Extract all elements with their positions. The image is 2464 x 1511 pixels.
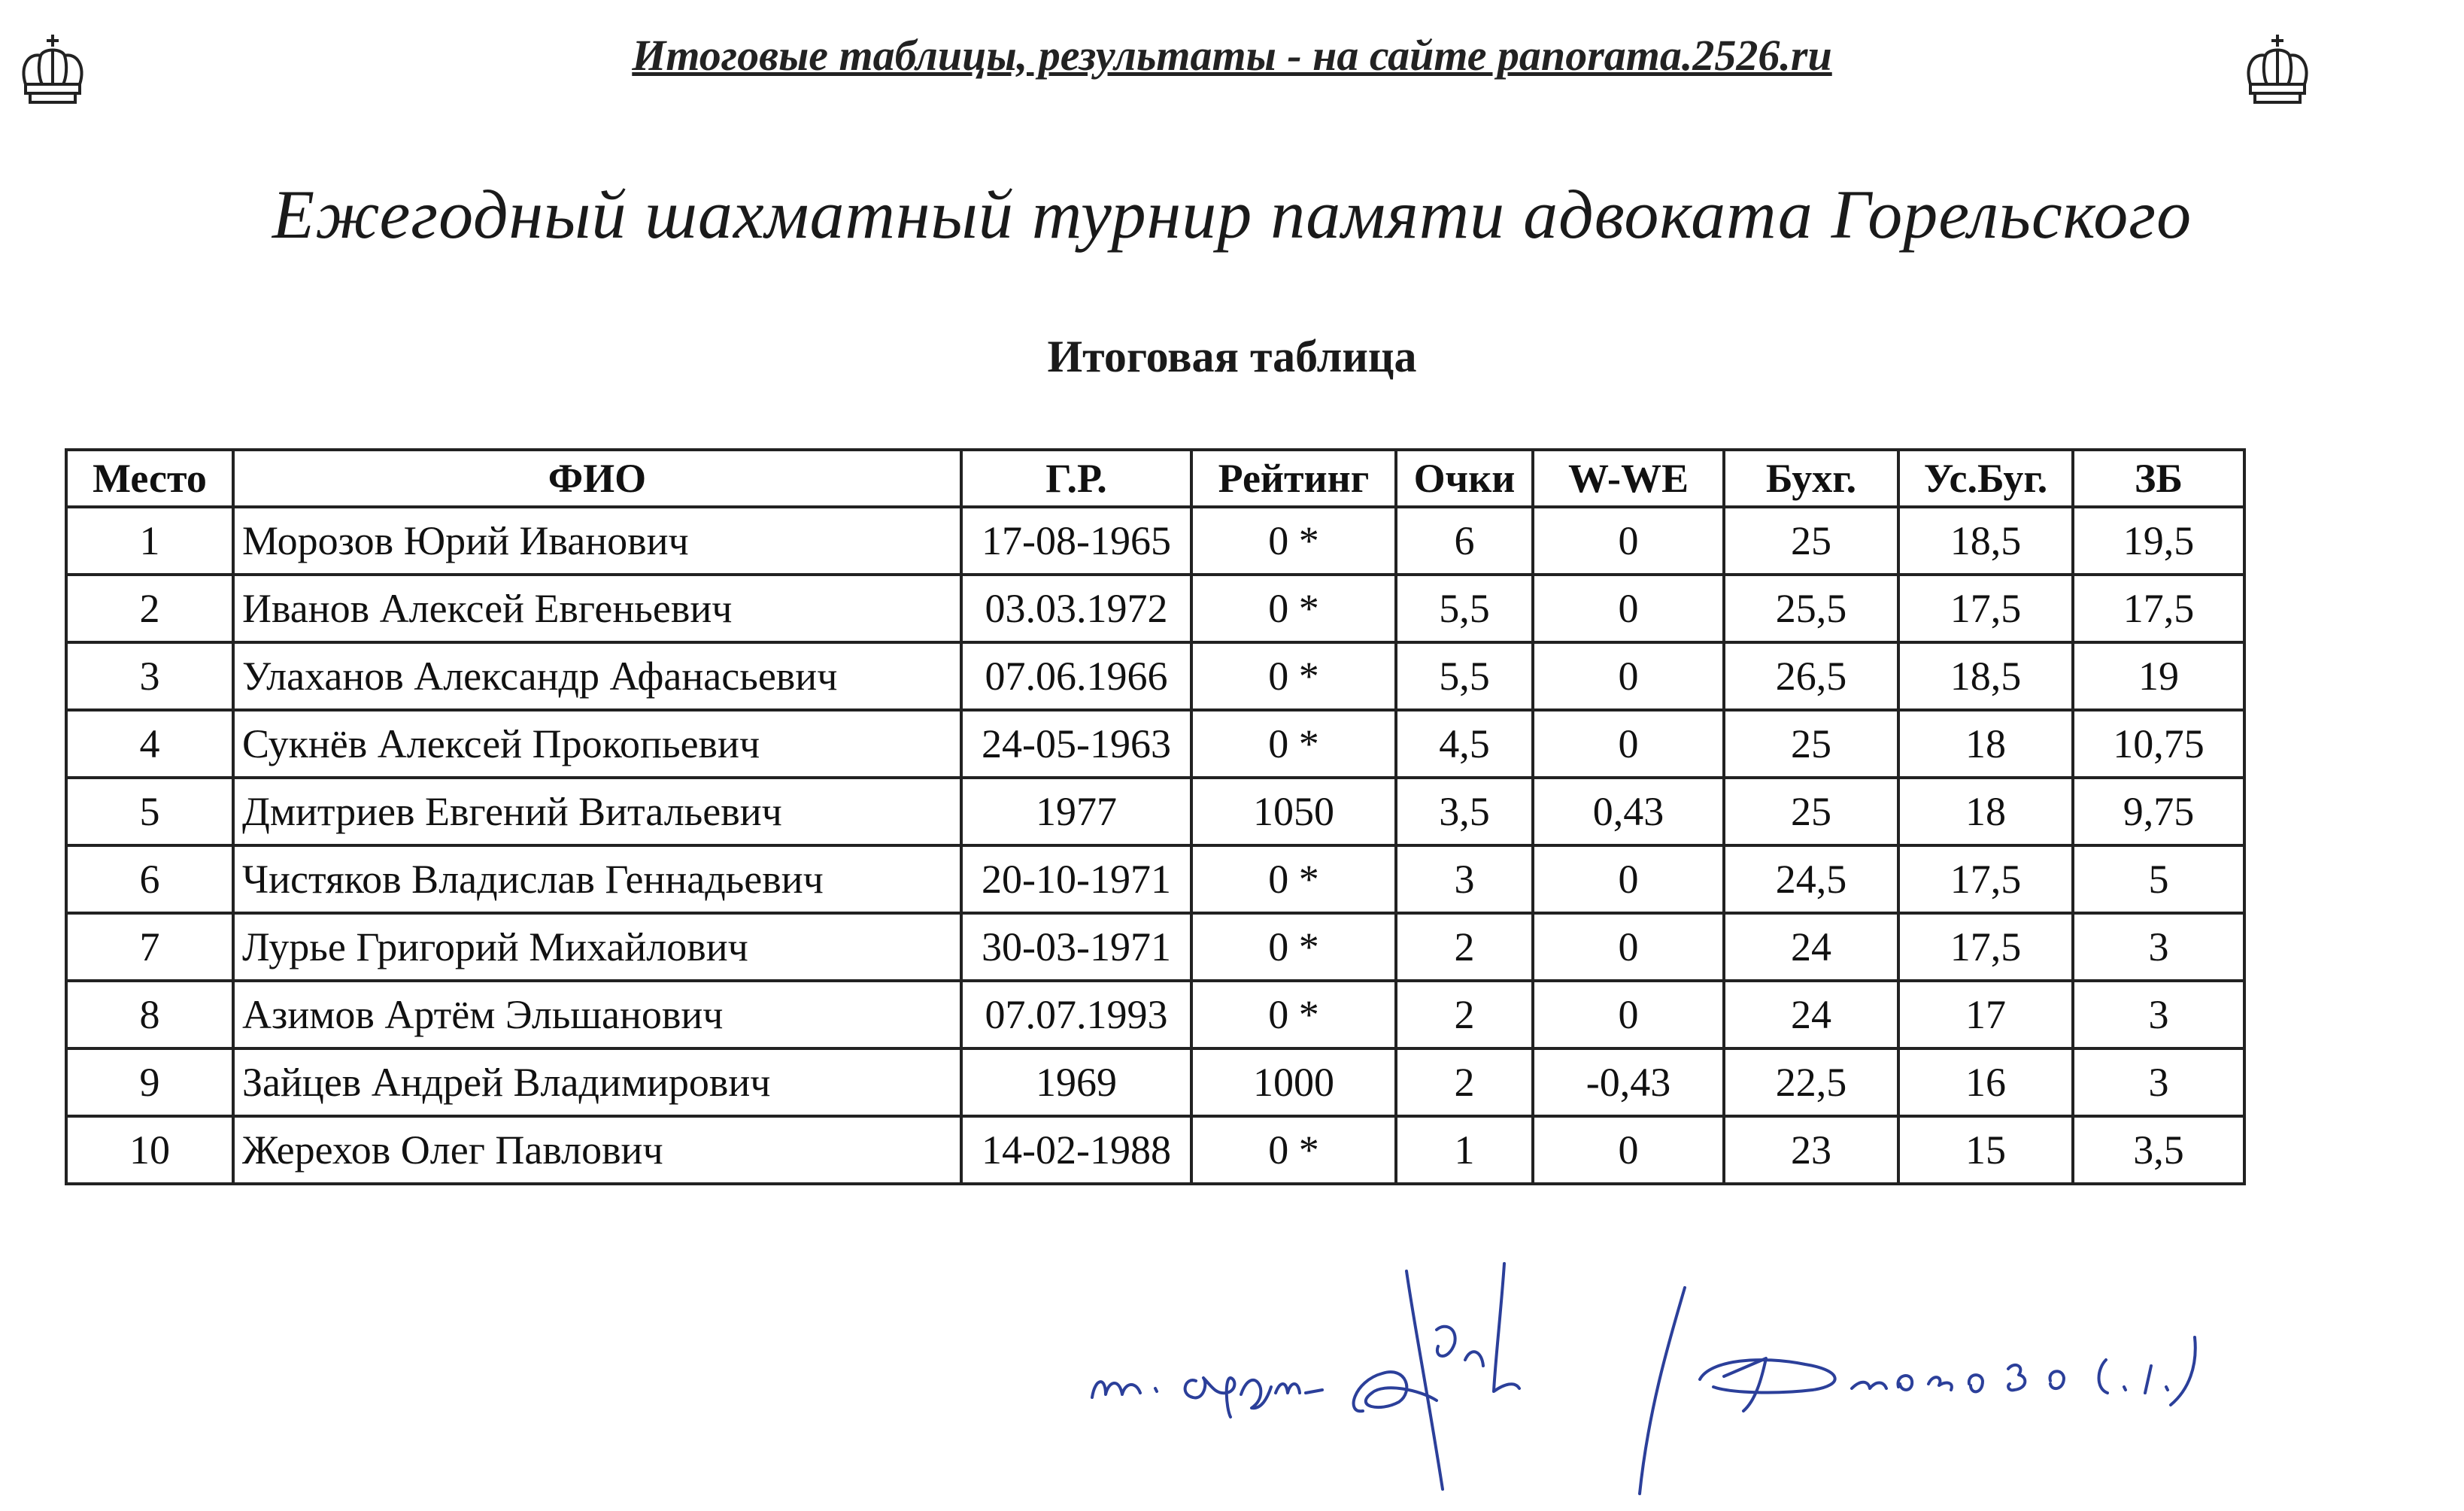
- cell-place: 5: [66, 778, 233, 845]
- cell-rating: 0 *: [1191, 710, 1396, 778]
- table-row: [66, 1116, 2244, 1184]
- cell-points: 5,5: [1396, 575, 1533, 642]
- cell-points: 2: [1396, 981, 1533, 1048]
- handwritten-signature: [1083, 1233, 2459, 1504]
- cell-rating: 0 *: [1191, 642, 1396, 710]
- table-row: [66, 981, 2244, 1048]
- cell-cut-buchholz: 17,5: [1898, 575, 2073, 642]
- cell-buchholz: 25: [1724, 710, 1898, 778]
- cell-sb: 17,5: [2073, 575, 2244, 642]
- table-row: [66, 507, 2244, 575]
- column-header: Место: [66, 450, 233, 507]
- cell-rating: 0 *: [1191, 507, 1396, 575]
- cell-name: Лурье Григорий Михайлович: [233, 913, 961, 981]
- cell-w-we: 0: [1533, 1116, 1724, 1184]
- cell-place: 6: [66, 845, 233, 913]
- cell-points: 2: [1396, 913, 1533, 981]
- cell-birth: 1969: [961, 1048, 1191, 1116]
- cell-birth: 07.07.1993: [961, 981, 1191, 1048]
- cell-sb: 3,5: [2073, 1116, 2244, 1184]
- table-row: [66, 913, 2244, 981]
- column-header: W-WE: [1533, 450, 1724, 507]
- cell-cut-buchholz: 17,5: [1898, 845, 2073, 913]
- column-header: Г.Р.: [961, 450, 1191, 507]
- cell-buchholz: 22,5: [1724, 1048, 1898, 1116]
- cell-sb: 9,75: [2073, 778, 2244, 845]
- cell-sb: 19,5: [2073, 507, 2244, 575]
- cell-rating: 0 *: [1191, 575, 1396, 642]
- cell-buchholz: 24: [1724, 913, 1898, 981]
- cell-w-we: 0: [1533, 913, 1724, 981]
- cell-name: Дмитриев Евгений Витальевич: [233, 778, 961, 845]
- column-header: Рейтинг: [1191, 450, 1396, 507]
- cell-birth: 03.03.1972: [961, 575, 1191, 642]
- cell-sb: 3: [2073, 981, 2244, 1048]
- cell-buchholz: 24: [1724, 981, 1898, 1048]
- cell-cut-buchholz: 17,5: [1898, 913, 2073, 981]
- cell-name: Улаханов Александр Афанасьевич: [233, 642, 961, 710]
- cell-buchholz: 25: [1724, 507, 1898, 575]
- cell-w-we: 0: [1533, 845, 1724, 913]
- cell-points: 3,5: [1396, 778, 1533, 845]
- cell-name: Жерехов Олег Павлович: [233, 1116, 961, 1184]
- cell-w-we: -0,43: [1533, 1048, 1724, 1116]
- column-header: ЗБ: [2073, 450, 2244, 507]
- cell-name: Сукнёв Алексей Прокопьевич: [233, 710, 961, 778]
- cell-sb: 3: [2073, 913, 2244, 981]
- cell-place: 4: [66, 710, 233, 778]
- cell-sb: 19: [2073, 642, 2244, 710]
- cell-rating: 1000: [1191, 1048, 1396, 1116]
- cell-sb: 5: [2073, 845, 2244, 913]
- column-header: Бухг.: [1724, 450, 1898, 507]
- table-row: [66, 845, 2244, 913]
- cell-rating: 0 *: [1191, 913, 1396, 981]
- cell-rating: 1050: [1191, 778, 1396, 845]
- column-header: ФИО: [233, 450, 961, 507]
- table-row: [66, 710, 2244, 778]
- page-title: Ежегодный шахматный турнир памяти адвоката Горельского: [272, 176, 2192, 253]
- cell-cut-buchholz: 18,5: [1898, 642, 2073, 710]
- cell-buchholz: 25,5: [1724, 575, 1898, 642]
- table-subtitle: Итоговая таблица: [1047, 332, 1417, 381]
- cell-place: 7: [66, 913, 233, 981]
- cell-w-we: 0: [1533, 981, 1724, 1048]
- cell-points: 5,5: [1396, 642, 1533, 710]
- cell-birth: 17-08-1965: [961, 507, 1191, 575]
- table-row: [66, 1048, 2244, 1116]
- cell-buchholz: 25: [1724, 778, 1898, 845]
- cell-cut-buchholz: 18: [1898, 710, 2073, 778]
- cell-rating: 0 *: [1191, 1116, 1396, 1184]
- column-header: Ус.Буг.: [1898, 450, 2073, 507]
- cell-points: 2: [1396, 1048, 1533, 1116]
- cell-birth: 1977: [961, 778, 1191, 845]
- crown-icon: [2241, 33, 2314, 108]
- cell-birth: 30-03-1971: [961, 913, 1191, 981]
- cell-place: 10: [66, 1116, 233, 1184]
- cell-points: 6: [1396, 507, 1533, 575]
- cell-w-we: 0: [1533, 507, 1724, 575]
- cell-sb: 3: [2073, 1048, 2244, 1116]
- table-row: [66, 642, 2244, 710]
- cell-place: 8: [66, 981, 233, 1048]
- cell-place: 3: [66, 642, 233, 710]
- table-row: [66, 575, 2244, 642]
- cell-cut-buchholz: 17: [1898, 981, 2073, 1048]
- cell-w-we: 0: [1533, 710, 1724, 778]
- cell-place: 1: [66, 507, 233, 575]
- cell-name: Зайцев Андрей Владимирович: [233, 1048, 961, 1116]
- cell-place: 9: [66, 1048, 233, 1116]
- cell-w-we: 0: [1533, 642, 1724, 710]
- cell-birth: 07.06.1966: [961, 642, 1191, 710]
- table-header-row: [66, 450, 2244, 507]
- cell-birth: 20-10-1971: [961, 845, 1191, 913]
- cell-cut-buchholz: 18,5: [1898, 507, 2073, 575]
- cell-name: Морозов Юрий Иванович: [233, 507, 961, 575]
- cell-rating: 0 *: [1191, 981, 1396, 1048]
- cell-sb: 10,75: [2073, 710, 2244, 778]
- cell-name: Азимов Артём Эльшанович: [233, 981, 961, 1048]
- cell-cut-buchholz: 16: [1898, 1048, 2073, 1116]
- column-header: Очки: [1396, 450, 1533, 507]
- table-row: [66, 778, 2244, 845]
- cell-birth: 24-05-1963: [961, 710, 1191, 778]
- header-website-link[interactable]: Итоговые таблицы, результаты - на сайте panorama.2526.ru: [632, 31, 1832, 80]
- cell-rating: 0 *: [1191, 845, 1396, 913]
- cell-cut-buchholz: 18: [1898, 778, 2073, 845]
- cell-points: 1: [1396, 1116, 1533, 1184]
- cell-place: 2: [66, 575, 233, 642]
- cell-points: 4,5: [1396, 710, 1533, 778]
- cell-points: 3: [1396, 845, 1533, 913]
- cell-buchholz: 23: [1724, 1116, 1898, 1184]
- cell-birth: 14-02-1988: [961, 1116, 1191, 1184]
- cell-buchholz: 24,5: [1724, 845, 1898, 913]
- cell-name: Чистяков Владислав Геннадьевич: [233, 845, 961, 913]
- cell-buchholz: 26,5: [1724, 642, 1898, 710]
- cell-name: Иванов Алексей Евгеньевич: [233, 575, 961, 642]
- cell-w-we: 0,43: [1533, 778, 1724, 845]
- cell-cut-buchholz: 15: [1898, 1116, 2073, 1184]
- results-table: [65, 448, 2246, 1185]
- cell-w-we: 0: [1533, 575, 1724, 642]
